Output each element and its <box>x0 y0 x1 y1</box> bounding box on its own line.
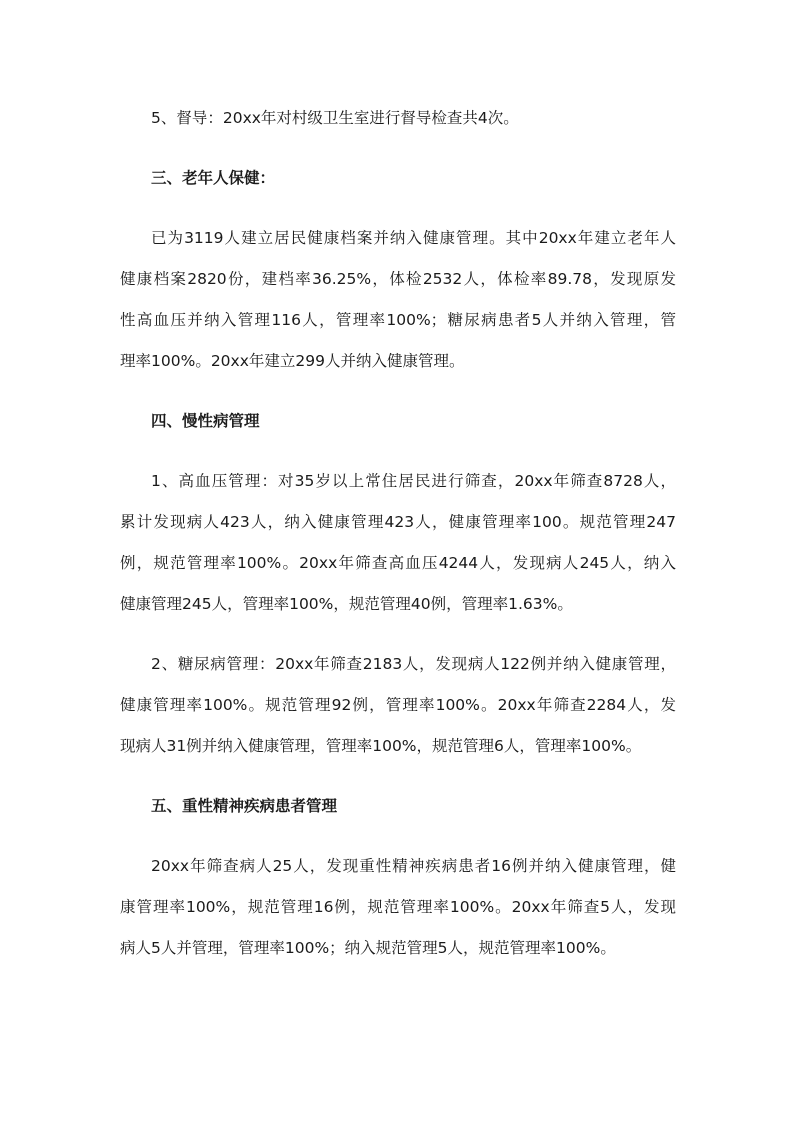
item-supervision: 5、督导：20xx年对村级卫生室进行督导检查共4次。 <box>151 109 519 127</box>
paragraph-line: 2、糖尿病管理：20xx年筛查2183人，发现病人122例并纳入健康管理， <box>151 655 676 673</box>
spacer <box>120 139 676 158</box>
spacer <box>120 442 676 461</box>
paragraph-line: 健康管理率100%。规范管理92例，管理率100%。20xx年筛查2284人，发 <box>120 696 676 714</box>
paragraph-line: 已为3119人建立居民健康档案并纳入健康管理。其中20xx年建立老年人 <box>151 229 676 247</box>
spacer <box>120 382 676 401</box>
paragraph-line: 累计发现病人423人，纳入健康管理423人，健康管理率100。规范管理247 <box>120 513 676 531</box>
hypertension-paragraph <box>120 461 676 625</box>
paragraph-line: 健康档案2820份，建档率36.25%，体检2532人，体检率89.78，发现原发 <box>120 270 676 288</box>
paragraph-line: 性高血压并纳入管理116人，管理率100%；糖尿病患者5人并纳入管理，管 <box>120 311 676 329</box>
spacer <box>120 827 676 846</box>
spacer <box>120 199 676 218</box>
spacer <box>120 767 676 786</box>
paragraph-line: 康管理率100%，规范管理16例，规范管理率100%。20xx年筛查5人，发现 <box>120 898 676 916</box>
section-elderly-paragraph <box>120 218 676 382</box>
section-chronic-heading: 四、慢性病管理 <box>151 412 260 430</box>
section-mental-paragraph <box>120 846 676 969</box>
section-elderly-heading: 三、老年人保健： <box>151 169 276 187</box>
section-mental-heading: 五、重性精神疾病患者管理 <box>151 797 338 815</box>
paragraph-line: 理率100%。20xx年建立299人并纳入健康管理。 <box>120 352 465 370</box>
paragraph-line: 例，规范管理率100%。20xx年筛查高血压4244人，发现病人245人，纳入 <box>120 554 676 572</box>
paragraph-line: 1、高血压管理：对35岁以上常住居民进行筛查，20xx年筛查8728人， <box>151 472 676 490</box>
paragraph-line: 健康管理245人，管理率100%，规范管理40例，管理率1.63%。 <box>120 595 573 613</box>
spacer <box>120 625 676 644</box>
paragraph-line: 现病人31例并纳入健康管理，管理率100%，规范管理6人，管理率100%。 <box>120 737 642 755</box>
diabetes-paragraph <box>120 644 676 767</box>
document-body <box>120 98 676 969</box>
paragraph-line: 20xx年筛查病人25人，发现重性精神疾病患者16例并纳入健康管理，健 <box>151 857 676 875</box>
paragraph-line: 病人5人并管理，管理率100%；纳入规范管理5人，规范管理率100%。 <box>120 939 616 957</box>
